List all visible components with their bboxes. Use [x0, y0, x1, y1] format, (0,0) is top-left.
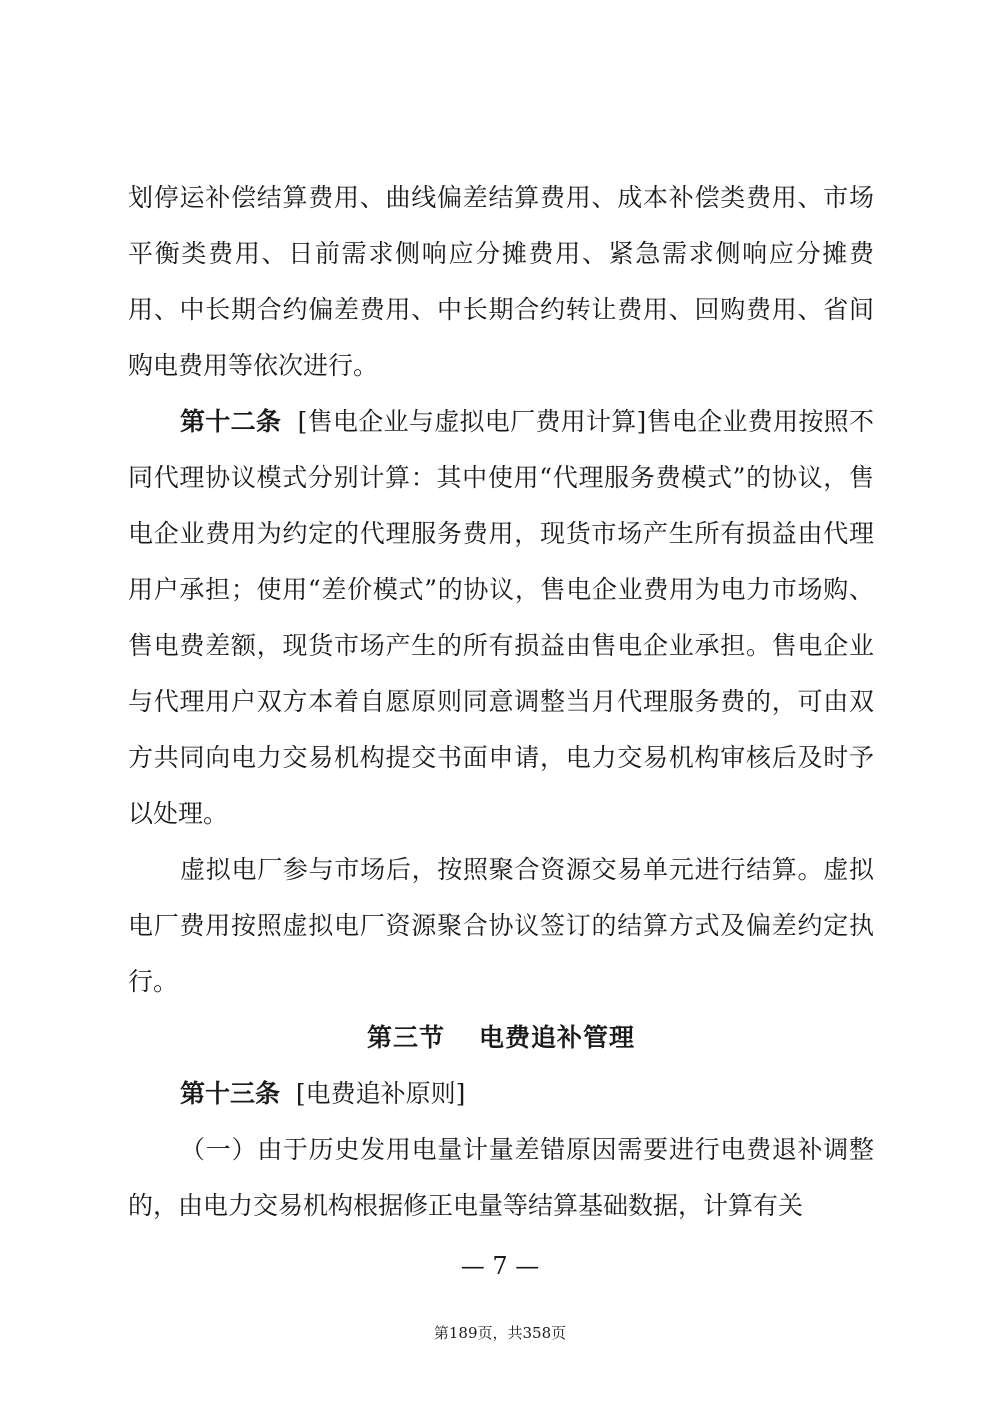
article-12-label: 第十二条 — [180, 407, 282, 436]
article-12-paragraph — [128, 394, 874, 842]
page-number: — 7 — — [460, 1252, 540, 1280]
article-13-label: 第十三条 — [180, 1079, 281, 1108]
virtual-power-plant-paragraph: 虚拟电厂参与市场后，按照聚合资源交易单元进行结算。虚拟电厂费用按照虚拟电厂资源聚合协议签订的结算方式及偏差约定执行。 — [128, 855, 874, 996]
section-3-title: 电费追补管理 — [479, 1023, 636, 1052]
section-3-heading — [128, 1010, 874, 1066]
article-12-text: 售电企业费用按照不同代理协议模式分别计算：其中使用“代理服务费模式”的协议，售电企业费用为约定的代理服务费用，现货市场产生所有损益由代理用户承担；使用“差价模式”的协议，售电企业费用为电力市场购、售电费差额，现货市场产生的所有损益由售电企业承担。售电企业与代理用户双方本着自愿原则同意调整当月代理服务费的，可由双方共同向电力交易机构提交书面申请，电力交易机构审核后及时予以处理。 — [128, 407, 874, 828]
article-13-paragraph — [128, 1066, 874, 1122]
article-12-title: [售电企业与虚拟电厂费用计算] — [297, 407, 647, 436]
paragraph-continuation: 划停运补偿结算费用、曲线偏差结算费用、成本补偿类费用、市场平衡类费用、日前需求侧响应分摊费用、紧急需求侧响应分摊费用、中长期合约偏差费用、中长期合约转让费用、回购费用、省间购电费用等依次进行。 — [128, 183, 874, 380]
section-3-number: 第三节 — [366, 1023, 445, 1052]
article-13-item-1: （一）由于历史发用电量计量差错原因需要进行电费退补调整的，由电力交易机构根据修正电量等结算基础数据，计算有关 — [128, 1135, 874, 1220]
document-body — [128, 170, 874, 1234]
page-footer: 第189页，共358页 — [433, 1324, 567, 1342]
article-13-title: [电费追补原则] — [295, 1079, 466, 1108]
